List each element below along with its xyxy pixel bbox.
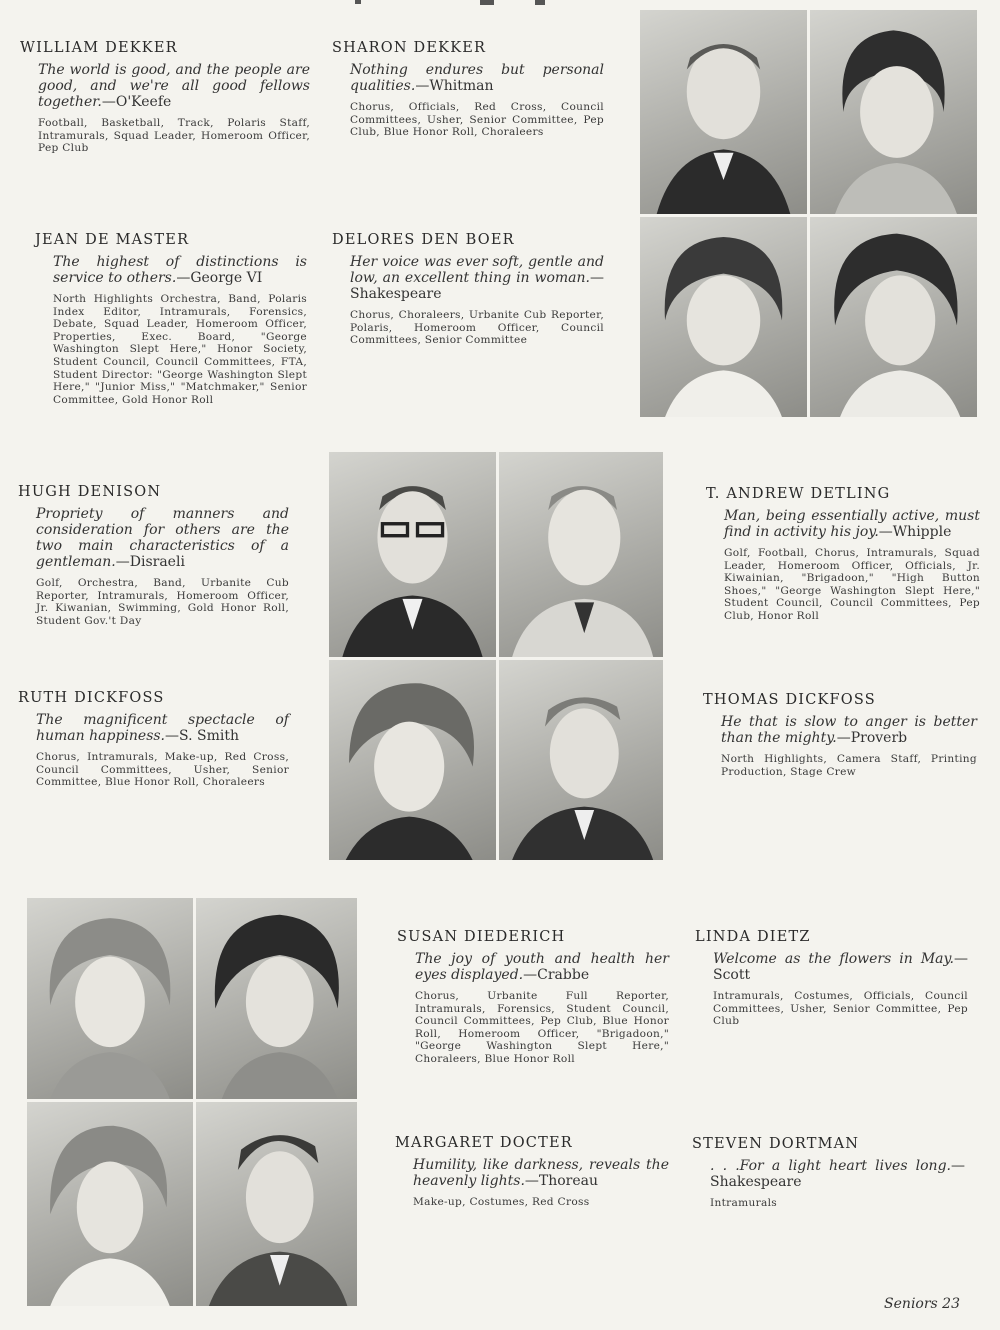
senior-quote: Propriety of manners and consideration for others are the two main characteristics of a gentleman.—Disraeli	[36, 506, 289, 570]
senior-activities: Intramurals, Costumes, Officials, Council Committees, Usher, Senior Committee, Pep Club	[713, 990, 968, 1028]
senior-entry-hugh-denison	[18, 484, 289, 627]
senior-quote: Nothing endures but personal qualities.—Whitman	[350, 62, 604, 94]
senior-name: SUSAN DIEDERICH	[397, 929, 566, 945]
senior-name: RUTH DICKFOSS	[18, 690, 165, 706]
senior-activities: Make-up, Costumes, Red Cross	[413, 1196, 590, 1208]
senior-activities: Intramurals	[710, 1197, 778, 1209]
portrait-photo-jean-de-master	[640, 217, 807, 417]
senior-activities: Chorus, Officials, Red Cross, Council Committees, Usher, Senior Committee, Pep Club, Blue Honor Roll, Choraleers	[350, 101, 604, 139]
senior-name: JEAN DE MASTER	[35, 232, 190, 248]
quote-attribution: —Proverb	[836, 730, 908, 746]
senior-name: THOMAS DICKFOSS	[703, 692, 876, 708]
quote-attribution: —Shakespeare	[350, 270, 604, 302]
quote-attribution: —Thoreau	[524, 1173, 599, 1189]
senior-activities: North Highlights, Camera Staff, Printing Production, Stage Crew	[721, 753, 977, 778]
senior-name: SHARON DEKKER	[332, 40, 487, 56]
senior-name: LINDA DIETZ	[695, 929, 811, 945]
quote-attribution: —Crabbe	[523, 967, 590, 983]
senior-quote: . . .For a light heart lives long.—Shakespeare	[710, 1158, 965, 1190]
senior-entry-t-andrew-detling	[706, 486, 980, 623]
portrait-photo-t-andrew-detling	[499, 452, 663, 657]
quote-attribution: —S. Smith	[165, 728, 239, 744]
senior-quote: The joy of youth and health her eyes displayed.—Crabbe	[415, 951, 669, 983]
portrait-photo-hugh-denison	[329, 452, 496, 657]
portrait-photo-susan-diederich	[27, 898, 193, 1099]
senior-entry-susan-diederich	[397, 929, 669, 1066]
page-footer: Seniors 23	[884, 1296, 960, 1312]
senior-name: STEVEN DORTMAN	[692, 1136, 860, 1152]
quote-attribution: —Whitman	[415, 78, 494, 94]
portrait-photo-william-dekker	[640, 10, 807, 214]
senior-activities: Chorus, Intramurals, Make-up, Red Cross, Council Committees, Usher, Senior Committee, Blue Honor Roll, Choraleers	[36, 751, 289, 789]
quote-attribution: —George VI	[176, 270, 263, 286]
portrait-photo-steven-dortman	[196, 1102, 357, 1306]
quote-attribution: —O'Keefe	[101, 94, 172, 110]
senior-entry-delores-den-boer	[332, 232, 604, 347]
quote-attribution: —Scott	[713, 951, 968, 983]
quote-attribution: —Shakespeare	[710, 1158, 965, 1190]
portrait-photo-thomas-dickfoss	[499, 660, 663, 860]
senior-quote: The magnificent spectacle of human happiness.—S. Smith	[36, 712, 289, 744]
senior-entry-ruth-dickfoss	[18, 690, 289, 789]
senior-quote: The world is good, and the people are good, and we're all good fellows together.—O'Keefe	[38, 62, 310, 110]
portrait-photo-delores-den-boer	[810, 217, 977, 417]
senior-entry-sharon-dekker	[332, 40, 604, 139]
senior-activities: Football, Basketball, Track, Polaris Staff, Intramurals, Squad Leader, Homeroom Officer, Pep Club	[38, 117, 310, 155]
senior-name: HUGH DENISON	[18, 484, 162, 500]
senior-name: WILLIAM DEKKER	[20, 40, 178, 56]
senior-name: DELORES DEN BOER	[332, 232, 515, 248]
top-edge-text-fragment	[330, 0, 630, 6]
senior-name: MARGARET DOCTER	[395, 1135, 573, 1151]
portrait-photo-linda-dietz	[196, 898, 357, 1099]
senior-entry-margaret-docter	[395, 1135, 669, 1209]
senior-activities: Chorus, Choraleers, Urbanite Cub Reporter, Polaris, Homeroom Officer, Council Committees, Senior Committee	[350, 309, 604, 347]
senior-quote: Man, being essentially active, must find in activity his joy.—Whipple	[724, 508, 980, 540]
senior-entry-thomas-dickfoss	[703, 692, 977, 778]
senior-activities: Chorus, Urbanite Full Reporter, Intramurals, Forensics, Student Council, Council Committees, Pep Club, Blue Honor Roll, Homeroom Officer, "Brigadoon," "George Washington Slept Here," Choraleers, Blue Honor Roll	[415, 990, 669, 1065]
senior-quote: Humility, like darkness, reveals the heavenly lights.—Thoreau	[413, 1157, 669, 1189]
senior-quote: Her voice was ever soft, gentle and low, an excellent thing in woman.—Shakespeare	[350, 254, 604, 302]
senior-activities: North Highlights Orchestra, Band, Polaris Index Editor, Intramurals, Forensics, Debate, Squad Leader, Homeroom Officer, Properties, Exec. Board, "George Washington Slept Here," Honor Society, Student Council, Council Committees, FTA, Student Director: "George Washington Slept Here," "Junior Miss," "Matchmaker," Senior Committee, Gold Honor Roll	[53, 293, 307, 406]
portrait-photo-ruth-dickfoss	[329, 660, 496, 860]
portrait-photo-margaret-docter	[27, 1102, 193, 1306]
portrait-photo-sharon-dekker	[810, 10, 977, 214]
senior-entry-steven-dortman	[692, 1136, 965, 1210]
senior-entry-jean-de-master	[35, 232, 307, 406]
senior-quote: He that is slow to anger is better than the mighty.—Proverb	[721, 714, 977, 746]
quote-attribution: —Whipple	[878, 524, 952, 540]
senior-entry-william-dekker	[20, 40, 310, 155]
senior-entry-linda-dietz	[695, 929, 968, 1028]
senior-name: T. ANDREW DETLING	[706, 486, 891, 502]
senior-activities: Golf, Orchestra, Band, Urbanite Cub Reporter, Intramurals, Homeroom Officer, Jr. Kiwanian, Swimming, Gold Honor Roll, Student Gov.'t Day	[36, 577, 289, 627]
senior-activities: Golf, Football, Chorus, Intramurals, Squad Leader, Homeroom Officer, Officials, Jr. Kiwainian, "Brigadoon," "High Button Shoes," "George Washington Slept Here," Student Council, Council Committees, Pep Club, Honor Roll	[724, 547, 980, 622]
senior-quote: The highest of distinctions is service to others.—George VI	[53, 254, 307, 286]
senior-quote: Welcome as the flowers in May.—Scott	[713, 951, 968, 983]
quote-attribution: —Disraeli	[115, 554, 185, 570]
